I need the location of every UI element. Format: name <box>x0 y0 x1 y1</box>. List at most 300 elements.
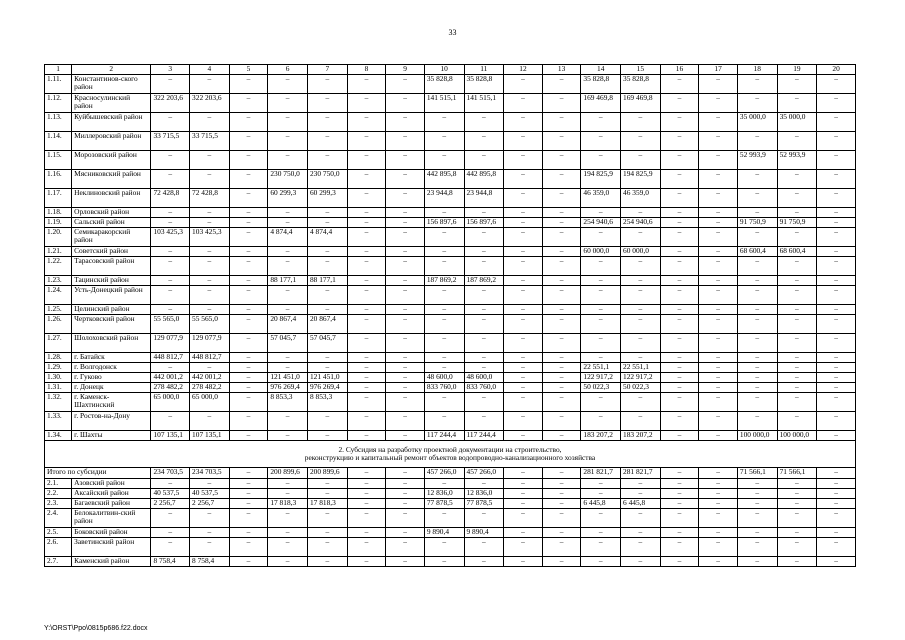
value-cell: – <box>542 75 581 94</box>
value-cell: – <box>542 315 581 334</box>
value-cell: – <box>542 557 581 567</box>
value-cell: – <box>581 305 621 315</box>
total-value-cell: – <box>347 468 386 479</box>
value-cell: 169 469,8 <box>581 94 621 113</box>
district-name-cell: Советский район <box>72 247 151 257</box>
value-cell: – <box>737 353 777 363</box>
value-cell: – <box>424 353 464 363</box>
file-path-footer: Y:\ORST\Ppo\0815p686.f22.docx <box>44 625 148 632</box>
value-cell: – <box>737 132 777 151</box>
value-cell: – <box>386 257 425 276</box>
value-cell: – <box>817 412 856 431</box>
value-cell: – <box>151 208 190 218</box>
value-cell: – <box>229 189 268 208</box>
value-cell: – <box>307 257 347 276</box>
table-row <box>45 353 856 363</box>
value-cell: – <box>268 94 308 113</box>
value-cell: 448 812,7 <box>151 353 190 363</box>
row-number-cell: 1.20. <box>45 228 72 247</box>
row-number-cell: 1.22. <box>45 257 72 276</box>
value-cell: – <box>777 363 817 373</box>
value-cell: – <box>737 363 777 373</box>
column-number-cell: 9 <box>386 65 425 75</box>
value-cell: – <box>817 170 856 189</box>
value-cell: – <box>307 218 347 228</box>
value-cell: – <box>229 528 268 538</box>
value-cell: – <box>229 170 268 189</box>
value-cell: – <box>737 557 777 567</box>
value-cell: – <box>347 189 386 208</box>
value-cell: – <box>817 528 856 538</box>
value-cell: 254 940,6 <box>581 218 621 228</box>
value-cell: – <box>307 489 347 499</box>
value-cell: – <box>190 538 230 557</box>
district-name-cell: Красносулинский район <box>72 94 151 113</box>
value-cell: – <box>777 276 817 286</box>
value-cell: – <box>504 383 543 393</box>
value-cell: 187 869,2 <box>424 276 464 286</box>
value-cell: – <box>817 334 856 353</box>
value-cell: – <box>581 276 621 286</box>
district-name-cell: Усть-Донецкий район <box>72 286 151 305</box>
value-cell: – <box>504 538 543 557</box>
value-cell: 121 451,0 <box>307 373 347 383</box>
value-cell: – <box>621 412 661 431</box>
value-cell: – <box>347 228 386 247</box>
value-cell: – <box>464 412 504 431</box>
value-cell: 22 551,1 <box>581 363 621 373</box>
value-cell: – <box>229 538 268 557</box>
value-cell: – <box>307 431 347 441</box>
column-number-cell: 8 <box>347 65 386 75</box>
value-cell: – <box>581 393 621 412</box>
value-cell: – <box>229 228 268 247</box>
value-cell: – <box>464 305 504 315</box>
value-cell: 141 515,1 <box>464 94 504 113</box>
value-cell: – <box>542 218 581 228</box>
value-cell: – <box>621 113 661 132</box>
value-cell: – <box>307 94 347 113</box>
table-row <box>45 75 856 94</box>
value-cell: 183 207,2 <box>581 431 621 441</box>
value-cell: – <box>542 151 581 170</box>
value-cell: – <box>424 151 464 170</box>
column-number-cell: 5 <box>229 65 268 75</box>
value-cell: – <box>386 363 425 373</box>
value-cell: – <box>621 479 661 489</box>
value-cell: – <box>229 373 268 383</box>
value-cell: – <box>504 276 543 286</box>
row-number-cell: 1.34. <box>45 431 72 441</box>
value-cell: – <box>817 353 856 363</box>
value-cell: – <box>699 151 738 170</box>
value-cell: 8 853,3 <box>268 393 308 412</box>
value-cell: – <box>817 151 856 170</box>
row-number-cell: 1.11. <box>45 75 72 94</box>
value-cell: 9 890,4 <box>424 528 464 538</box>
value-cell: – <box>504 170 543 189</box>
value-cell: – <box>504 412 543 431</box>
value-cell: – <box>621 393 661 412</box>
value-cell: 60 299,3 <box>307 189 347 208</box>
value-cell: – <box>229 499 268 509</box>
total-value-cell: 200 899,6 <box>307 468 347 479</box>
value-cell: 50 022,3 <box>621 383 661 393</box>
value-cell: – <box>151 528 190 538</box>
total-row <box>45 468 856 479</box>
value-cell: – <box>229 94 268 113</box>
value-cell: – <box>699 383 738 393</box>
value-cell: 194 825,9 <box>581 170 621 189</box>
value-cell: – <box>581 208 621 218</box>
table-row <box>45 393 856 412</box>
value-cell: – <box>347 528 386 538</box>
value-cell: – <box>307 305 347 315</box>
value-cell: – <box>777 94 817 113</box>
value-cell: 156 897,6 <box>464 218 504 228</box>
value-cell: – <box>817 208 856 218</box>
value-cell: – <box>424 113 464 132</box>
value-cell: – <box>268 75 308 94</box>
value-cell: – <box>542 509 581 528</box>
value-cell: 448 812,7 <box>190 353 230 363</box>
district-name-cell: Сальский район <box>72 218 151 228</box>
value-cell: – <box>542 286 581 305</box>
value-cell: – <box>347 353 386 363</box>
value-cell: – <box>817 286 856 305</box>
district-name-cell: Мясниковский район <box>72 170 151 189</box>
value-cell: – <box>307 538 347 557</box>
value-cell: – <box>542 412 581 431</box>
value-cell: – <box>699 334 738 353</box>
value-cell: 22 551,1 <box>621 363 661 373</box>
value-cell: 35 828,8 <box>581 75 621 94</box>
row-number-cell: 1.16. <box>45 170 72 189</box>
value-cell: – <box>660 489 699 499</box>
value-cell: – <box>777 170 817 189</box>
value-cell: – <box>347 538 386 557</box>
value-cell: – <box>699 286 738 305</box>
value-cell: – <box>737 257 777 276</box>
value-cell: – <box>581 132 621 151</box>
value-cell: – <box>777 373 817 383</box>
value-cell: – <box>699 218 738 228</box>
value-cell: – <box>621 353 661 363</box>
value-cell: – <box>504 286 543 305</box>
district-name-cell: Боковский район <box>72 528 151 538</box>
value-cell: – <box>660 151 699 170</box>
value-cell: – <box>621 334 661 353</box>
value-cell: – <box>347 489 386 499</box>
value-cell: – <box>504 353 543 363</box>
row-number-cell: 1.14. <box>45 132 72 151</box>
value-cell: – <box>737 393 777 412</box>
value-cell: 107 135,1 <box>190 431 230 441</box>
value-cell: – <box>386 393 425 412</box>
row-number-cell: 1.30. <box>45 373 72 383</box>
row-number-cell: 2.7. <box>45 557 72 567</box>
value-cell: – <box>229 315 268 334</box>
value-cell: – <box>699 189 738 208</box>
value-cell: – <box>542 228 581 247</box>
value-cell: 117 244,4 <box>464 431 504 441</box>
value-cell: – <box>464 538 504 557</box>
value-cell: – <box>621 315 661 334</box>
value-cell: 17 818,3 <box>268 499 308 509</box>
value-cell: – <box>660 75 699 94</box>
value-cell: – <box>737 75 777 94</box>
value-cell: – <box>660 479 699 489</box>
value-cell: 278 482,2 <box>151 383 190 393</box>
value-cell: – <box>307 247 347 257</box>
value-cell: – <box>307 151 347 170</box>
value-cell: – <box>229 489 268 499</box>
value-cell: – <box>347 132 386 151</box>
value-cell: 322 203,6 <box>190 94 230 113</box>
value-cell: – <box>229 431 268 441</box>
value-cell: – <box>660 218 699 228</box>
value-cell: – <box>386 373 425 383</box>
value-cell: 17 818,3 <box>307 499 347 509</box>
column-number-cell: 1 <box>45 65 72 75</box>
value-cell: – <box>542 132 581 151</box>
row-number-cell: 1.13. <box>45 113 72 132</box>
value-cell: – <box>464 151 504 170</box>
value-cell: – <box>386 247 425 257</box>
value-cell: – <box>386 286 425 305</box>
value-cell: – <box>777 208 817 218</box>
value-cell: – <box>504 94 543 113</box>
district-name-cell: Белокалитвин-ский район <box>72 509 151 528</box>
value-cell: – <box>660 509 699 528</box>
value-cell: 442 001,2 <box>190 373 230 383</box>
value-cell: 117 244,4 <box>424 431 464 441</box>
value-cell: – <box>268 286 308 305</box>
value-cell: – <box>542 373 581 383</box>
value-cell: – <box>737 479 777 489</box>
value-cell: – <box>737 170 777 189</box>
value-cell: – <box>542 353 581 363</box>
total-value-cell: 281 821,7 <box>621 468 661 479</box>
value-cell: – <box>424 315 464 334</box>
table-row <box>45 132 856 151</box>
value-cell: 35 828,8 <box>464 75 504 94</box>
value-cell: – <box>737 383 777 393</box>
value-cell: – <box>660 538 699 557</box>
table-row <box>45 189 856 208</box>
value-cell: – <box>386 170 425 189</box>
value-cell: – <box>777 528 817 538</box>
value-cell: – <box>190 528 230 538</box>
value-cell: – <box>542 499 581 509</box>
row-number-cell: 1.18. <box>45 208 72 218</box>
value-cell: – <box>424 334 464 353</box>
value-cell: – <box>464 113 504 132</box>
value-cell: – <box>817 132 856 151</box>
value-cell: – <box>151 276 190 286</box>
value-cell: 2 256,7 <box>190 499 230 509</box>
value-cell: 23 944,8 <box>464 189 504 208</box>
value-cell: – <box>347 276 386 286</box>
value-cell: – <box>424 509 464 528</box>
value-cell: – <box>777 315 817 334</box>
value-cell: 91 750,9 <box>737 218 777 228</box>
table-row <box>45 208 856 218</box>
table-row <box>45 305 856 315</box>
value-cell: – <box>581 228 621 247</box>
value-cell: – <box>542 113 581 132</box>
value-cell: – <box>737 208 777 218</box>
district-name-cell: Шолоховский район <box>72 334 151 353</box>
value-cell: – <box>268 132 308 151</box>
value-cell: – <box>581 528 621 538</box>
value-cell: – <box>660 247 699 257</box>
value-cell: – <box>347 151 386 170</box>
value-cell: 4 874,4 <box>268 228 308 247</box>
value-cell: – <box>268 557 308 567</box>
value-cell: 33 715,5 <box>151 132 190 151</box>
value-cell: – <box>699 393 738 412</box>
value-cell: – <box>464 257 504 276</box>
value-cell: – <box>151 113 190 132</box>
value-cell: – <box>777 286 817 305</box>
value-cell: – <box>151 412 190 431</box>
column-number-cell: 4 <box>190 65 230 75</box>
value-cell: – <box>581 538 621 557</box>
value-cell: – <box>229 132 268 151</box>
value-cell: – <box>817 305 856 315</box>
table-row <box>45 509 856 528</box>
value-cell: – <box>542 189 581 208</box>
district-name-cell: Тарасовский район <box>72 257 151 276</box>
value-cell: – <box>229 208 268 218</box>
value-cell: – <box>504 509 543 528</box>
value-cell: – <box>268 247 308 257</box>
total-value-cell: 200 899,6 <box>268 468 308 479</box>
column-number-cell: 13 <box>542 65 581 75</box>
district-name-cell: Багаевский район <box>72 499 151 509</box>
value-cell: – <box>151 286 190 305</box>
value-cell: – <box>347 286 386 305</box>
value-cell: – <box>777 412 817 431</box>
value-cell: 122 917,2 <box>621 373 661 383</box>
column-number-cell: 6 <box>268 65 308 75</box>
value-cell: – <box>386 228 425 247</box>
value-cell: – <box>817 557 856 567</box>
row-number-cell: 2.2. <box>45 489 72 499</box>
value-cell: – <box>817 373 856 383</box>
value-cell: 77 878,5 <box>424 499 464 509</box>
table-row <box>45 228 856 247</box>
value-cell: – <box>268 509 308 528</box>
value-cell: – <box>190 218 230 228</box>
value-cell: – <box>229 363 268 373</box>
value-cell: – <box>817 479 856 489</box>
value-cell: – <box>777 228 817 247</box>
value-cell: – <box>699 305 738 315</box>
value-cell: – <box>268 538 308 557</box>
value-cell: – <box>307 509 347 528</box>
value-cell: – <box>504 151 543 170</box>
value-cell: – <box>151 479 190 489</box>
district-name-cell: Неклиновский район <box>72 189 151 208</box>
value-cell: – <box>347 170 386 189</box>
value-cell: – <box>386 509 425 528</box>
value-cell: – <box>581 286 621 305</box>
value-cell: – <box>817 431 856 441</box>
value-cell: – <box>581 489 621 499</box>
value-cell: – <box>190 113 230 132</box>
value-cell: – <box>464 353 504 363</box>
value-cell: – <box>268 218 308 228</box>
value-cell: – <box>229 393 268 412</box>
value-cell: – <box>621 305 661 315</box>
value-cell: – <box>817 315 856 334</box>
value-cell: – <box>660 315 699 334</box>
row-number-cell: 1.25. <box>45 305 72 315</box>
value-cell: – <box>817 489 856 499</box>
value-cell: 103 425,3 <box>190 228 230 247</box>
value-cell: – <box>347 373 386 383</box>
value-cell: 442 895,8 <box>424 170 464 189</box>
value-cell: – <box>307 412 347 431</box>
value-cell: – <box>737 305 777 315</box>
value-cell: – <box>621 257 661 276</box>
value-cell: – <box>424 557 464 567</box>
table-row <box>45 499 856 509</box>
value-cell: – <box>268 353 308 363</box>
value-cell: 122 917,2 <box>581 373 621 383</box>
row-number-cell: 1.24. <box>45 286 72 305</box>
table-row <box>45 383 856 393</box>
value-cell: – <box>660 228 699 247</box>
value-cell: – <box>621 489 661 499</box>
value-cell: – <box>737 334 777 353</box>
value-cell: – <box>660 189 699 208</box>
value-cell: – <box>777 189 817 208</box>
value-cell: 278 482,2 <box>190 383 230 393</box>
value-cell: – <box>660 412 699 431</box>
value-cell: – <box>542 334 581 353</box>
value-cell: 976 269,4 <box>307 383 347 393</box>
value-cell: – <box>268 151 308 170</box>
value-cell: – <box>424 208 464 218</box>
total-value-cell: 71 566,1 <box>737 468 777 479</box>
value-cell: 8 758,4 <box>190 557 230 567</box>
table-row <box>45 363 856 373</box>
value-cell: 55 565,0 <box>190 315 230 334</box>
value-cell: – <box>699 412 738 431</box>
value-cell: – <box>699 257 738 276</box>
value-cell: – <box>464 228 504 247</box>
value-cell: – <box>737 499 777 509</box>
value-cell: – <box>660 557 699 567</box>
value-cell: – <box>581 257 621 276</box>
value-cell: – <box>542 247 581 257</box>
value-cell: – <box>777 257 817 276</box>
value-cell: 35 000,0 <box>777 113 817 132</box>
value-cell: – <box>386 151 425 170</box>
value-cell: – <box>268 305 308 315</box>
value-cell: – <box>190 208 230 218</box>
value-cell: – <box>660 170 699 189</box>
value-cell: – <box>660 257 699 276</box>
value-cell: – <box>268 412 308 431</box>
row-number-cell: 1.23. <box>45 276 72 286</box>
value-cell: – <box>504 228 543 247</box>
value-cell: – <box>229 412 268 431</box>
value-cell: – <box>542 479 581 489</box>
